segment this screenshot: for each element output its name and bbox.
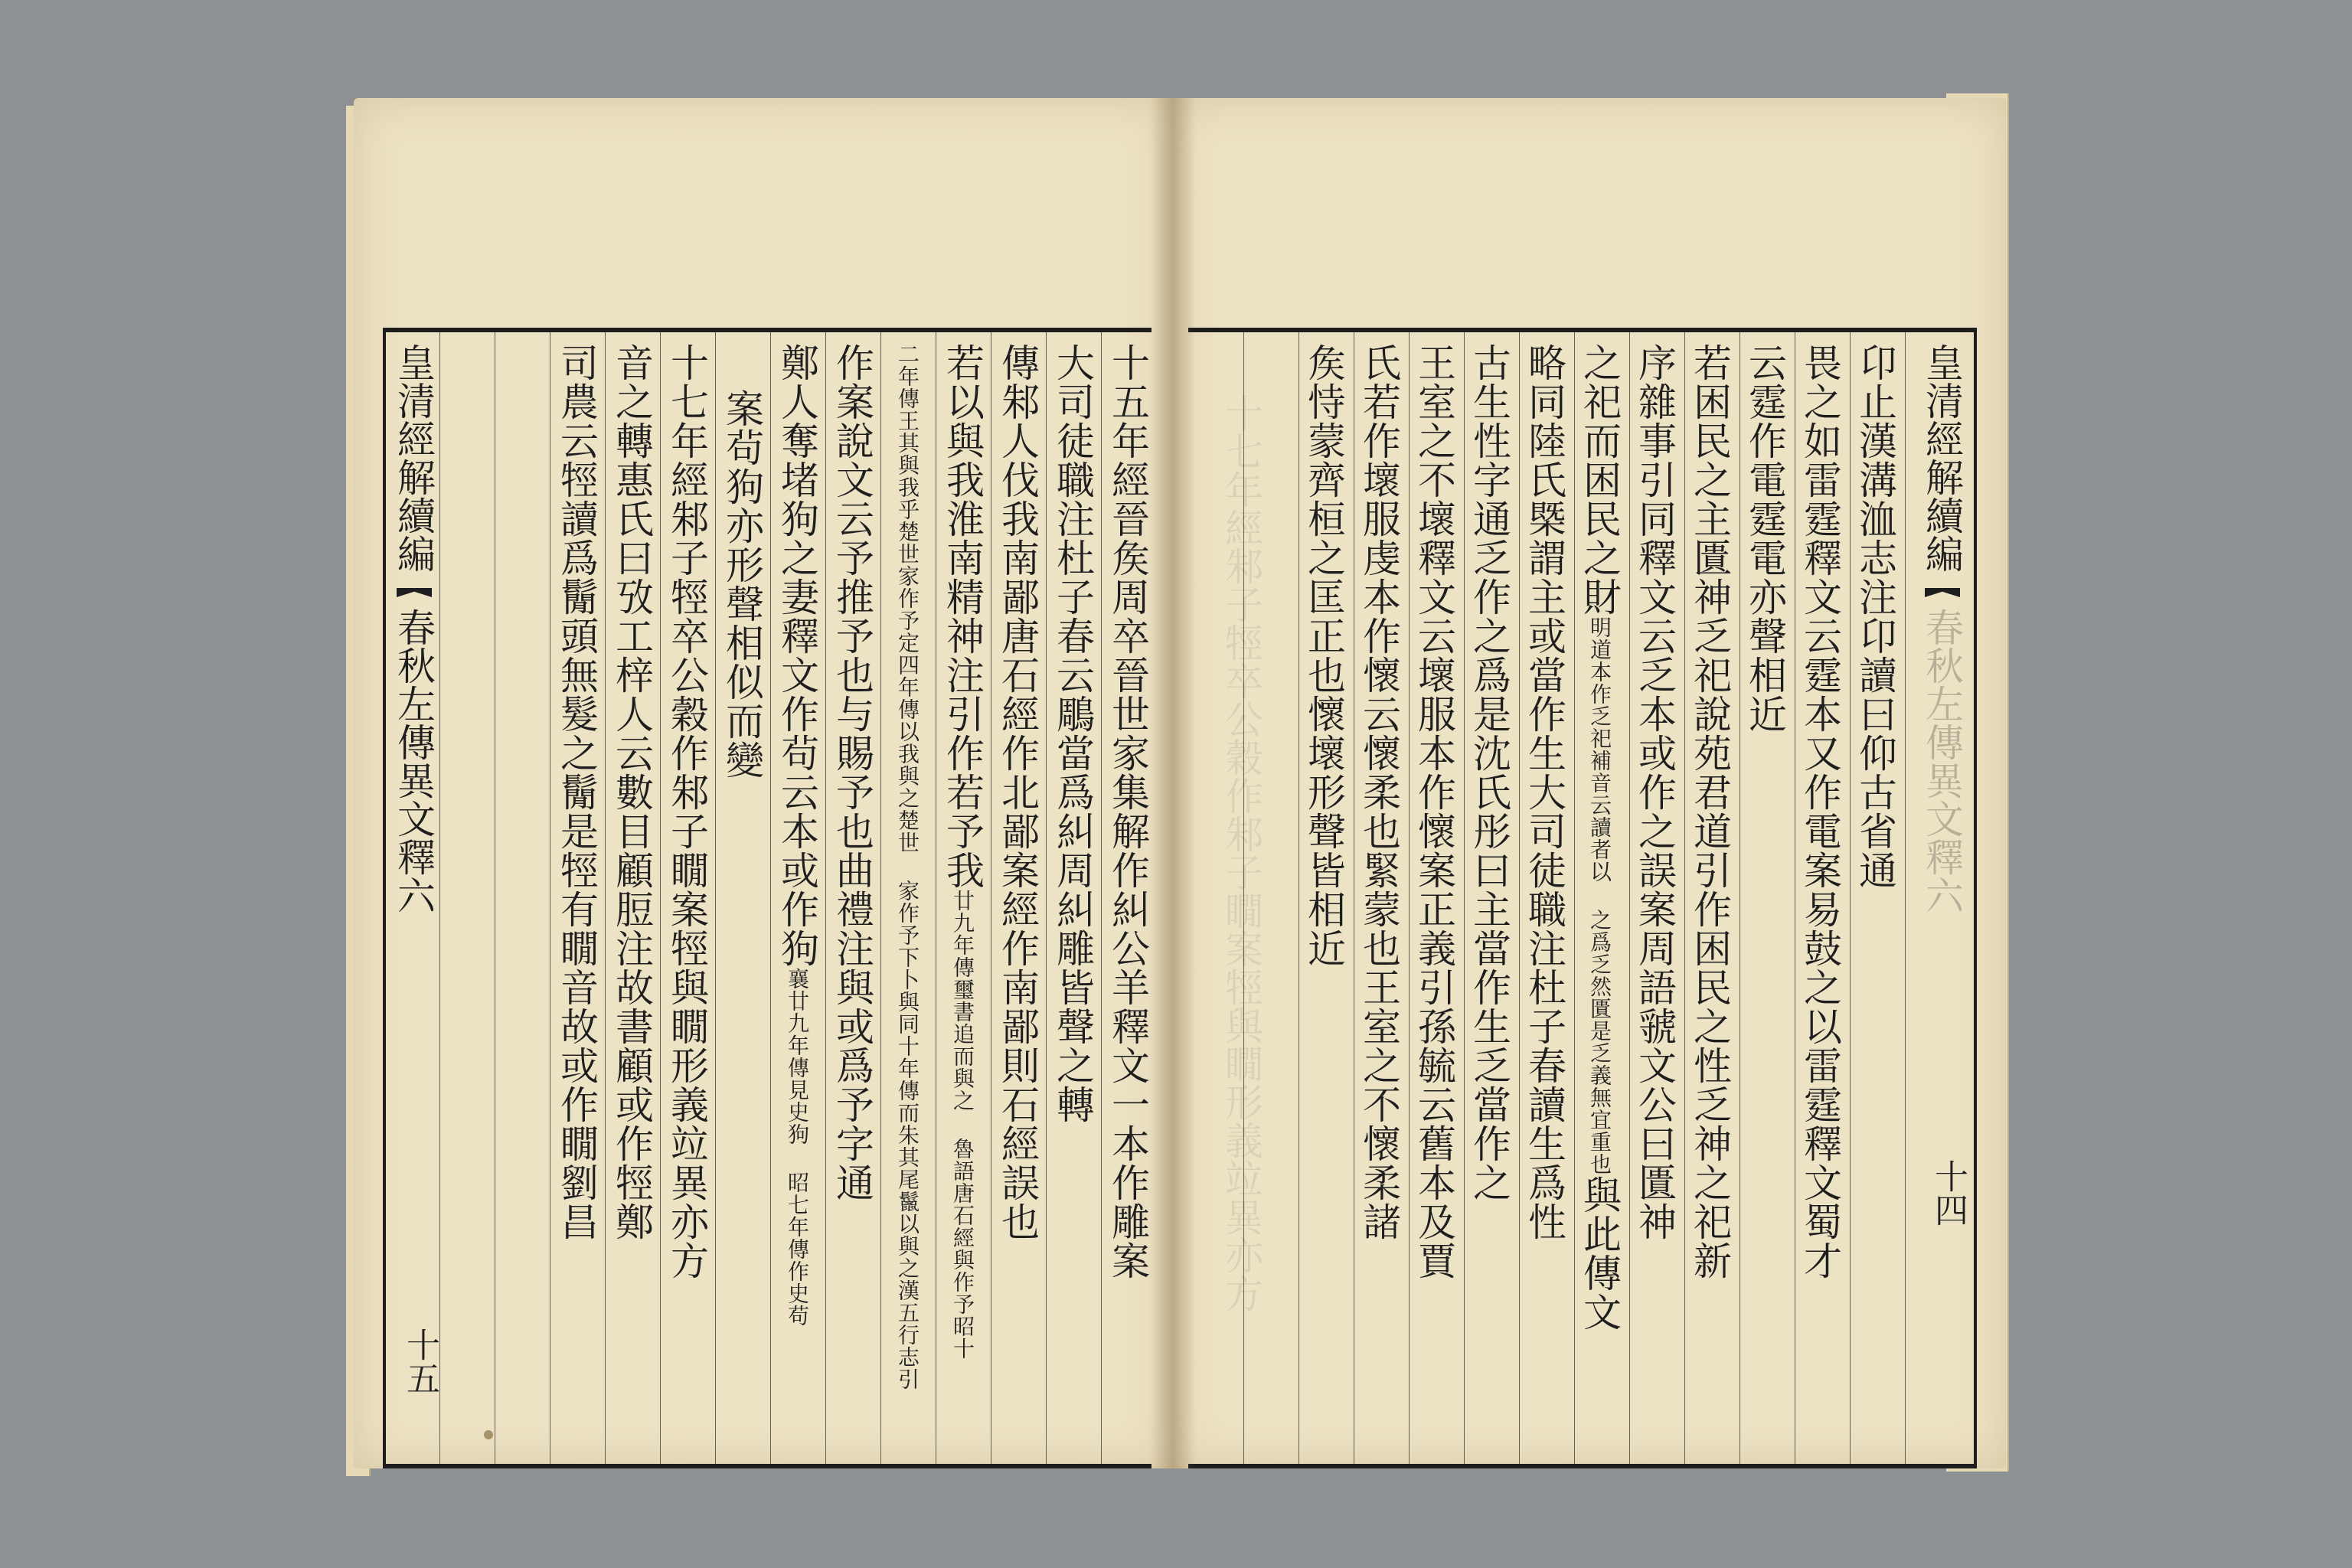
main-text: 鄭人奪堵狗之妻釋文作茍云本或作狗 bbox=[775, 343, 819, 968]
text-column: 卬止漢溝洫志注卬讀曰仰古省通 bbox=[1853, 343, 1897, 890]
annotation: 明道本作乏祀補音云讀者以 之爲乏然匱是乏義無宜重也 bbox=[1587, 616, 1612, 1175]
annotation: 廿九年傳璽書追而與之 魯語唐石經與作予昭十 bbox=[950, 890, 975, 1360]
text-column: 若困民之主匱神乏祀說苑君道引作困民之性乏神之祀新 bbox=[1687, 343, 1732, 1280]
left-page-text-frame bbox=[383, 328, 1152, 1468]
right-page-text-frame bbox=[1188, 328, 1977, 1468]
banxin-title: 皇清經解續編 bbox=[1919, 343, 1964, 573]
text-column: 司農云牼讀爲鬜頭無髮之鬜是牼有瞯音故或作瞯劉昌 bbox=[554, 343, 599, 1241]
annotation: 襄廿九年傳見史狗 昭七年傳作史苟 bbox=[785, 968, 810, 1327]
text-column: 序雜事引同釋文云乏本或作之誤案周語虢文公曰匱神 bbox=[1632, 343, 1677, 1241]
text-column: 云霆作電霆電亦聲相近 bbox=[1743, 343, 1787, 733]
bleed-through-text: 十七年經邾子牼卒公穀作邾子瞯案牼與瞯形義竝異亦方 bbox=[1219, 394, 1263, 1312]
main-text: 若以與我淮南精神注引作若予我 bbox=[940, 343, 985, 890]
banxin-title: 皇清經解續編 bbox=[391, 343, 436, 573]
text-column: 十七年經邾子牼卒公穀作邾子瞯案牼與瞯形義竝異亦方 bbox=[665, 343, 709, 1280]
text-column: 古生性字通乏作之爲是沈氏彤曰主當作生乏當作之 bbox=[1467, 343, 1511, 1202]
main-text: 之祀而困民之財 bbox=[1577, 343, 1622, 616]
text-column: 案茍狗亦形聲相似而變 bbox=[720, 389, 764, 779]
open-book bbox=[354, 98, 2015, 1484]
text-column bbox=[885, 343, 929, 1453]
text-column: 氏若作壞服虔本作懷云懷柔也緊蒙也王室之不懷柔諸 bbox=[1357, 343, 1401, 1241]
left-page bbox=[354, 98, 1171, 1468]
main-text: 與此傳文 bbox=[1577, 1175, 1622, 1331]
text-column: 略同陸氏槩謂主或當作生大司徒職注杜子春讀生爲性 bbox=[1522, 343, 1566, 1241]
banxin-section: 春秋左傳異文釋六 bbox=[391, 608, 436, 914]
text-column: 傳邾人伐我南鄙唐石經作北鄙案經作南鄙則石經誤也 bbox=[995, 343, 1040, 1241]
text-column: 大司徒職注杜子春云鵰當爲糾周糾雕皆聲之轉 bbox=[1050, 343, 1095, 1124]
text-column: 作案說文云予推予也与賜予也曲禮注與或爲予字通 bbox=[830, 343, 874, 1202]
text-column bbox=[1577, 343, 1622, 1453]
text-column: 畏之如雷霆釋文云霆本又作電案易鼓之以雷霆釋文蜀才 bbox=[1798, 343, 1842, 1280]
text-column bbox=[775, 343, 819, 1453]
annotation: 二年傳王其與我乎楚世家作予定四年傳以我與之楚世 家作予下卜與同十年傳而朱其尾鬣以與之漢五行志引 bbox=[895, 343, 920, 1390]
text-column: 音之轉惠氏曰攷工梓人云數目顧脰注故書顧或作牼鄭 bbox=[609, 343, 654, 1241]
right-page bbox=[1171, 98, 2006, 1468]
banxin-section: 春秋左傳異文釋六 bbox=[1919, 608, 1964, 914]
folio-number: 十四 bbox=[1929, 1159, 1968, 1227]
text-column: 十五年經晉矦周卒晉世家集解作糾公羊釋文一本作雕案 bbox=[1106, 343, 1150, 1280]
text-column: 矦恃蒙齊桓之匡正也懷壞形聲皆相近 bbox=[1302, 343, 1346, 968]
text-column: 王室之不壞釋文云壞服本作懷案正義引孫毓云舊本及賈 bbox=[1412, 343, 1456, 1280]
folio-number: 十五 bbox=[400, 1328, 439, 1395]
text-column bbox=[940, 343, 985, 1453]
book-gutter bbox=[1150, 98, 1196, 1468]
